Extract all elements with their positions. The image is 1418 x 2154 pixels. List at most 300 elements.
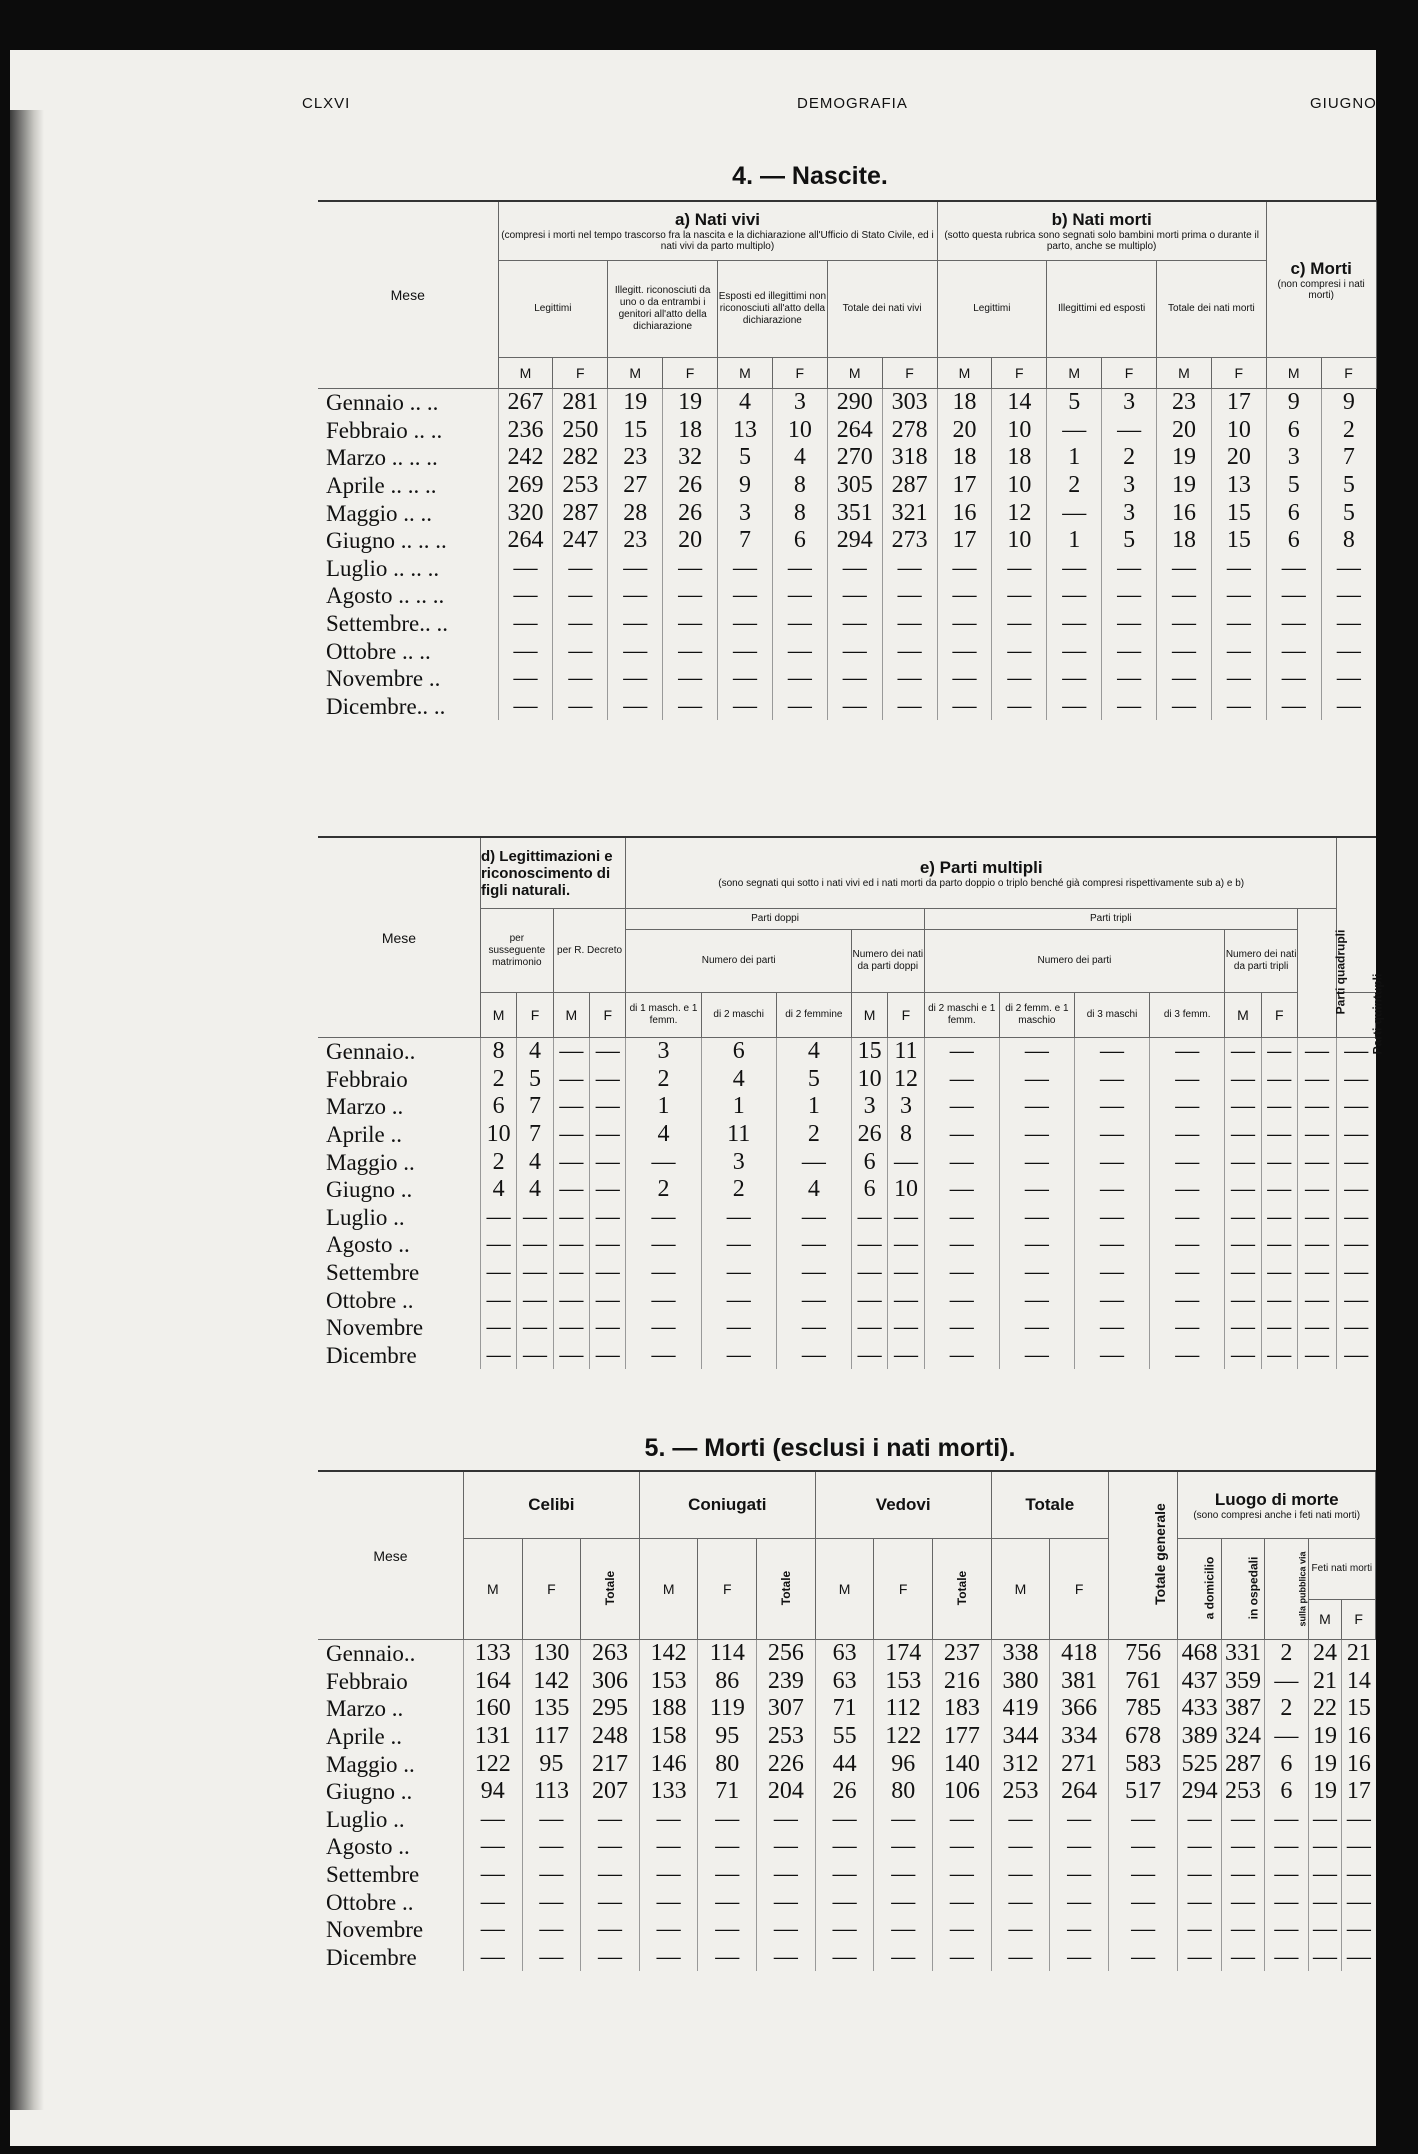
value-cell: — — [1178, 1806, 1221, 1834]
value-cell: 359 — [1221, 1668, 1264, 1696]
col-m: M — [553, 993, 589, 1038]
value-cell: — — [1102, 693, 1157, 721]
col-m: M — [815, 1539, 874, 1640]
value-cell: 188 — [639, 1695, 698, 1723]
value-cell: — — [1150, 1038, 1225, 1066]
value-cell: 19 — [608, 389, 663, 417]
value-cell: 17 — [937, 472, 992, 500]
tripli-col-4: di 3 femm. — [1150, 993, 1225, 1038]
col-domicilio: a domicilio — [1178, 1539, 1221, 1640]
value-cell: 517 — [1108, 1778, 1177, 1806]
value-cell: — — [1261, 1176, 1297, 1204]
value-cell: — — [1225, 1066, 1261, 1094]
value-cell: — — [608, 582, 663, 610]
value-cell: — — [590, 1342, 626, 1370]
value-cell: 267 — [498, 389, 553, 417]
value-cell: — — [882, 555, 937, 583]
value-cell: — — [553, 610, 608, 638]
month-cell: Febbraio — [326, 1066, 408, 1092]
col-m: M — [1225, 993, 1261, 1038]
value-cell: 3 — [1102, 499, 1157, 527]
doppi-col-2: di 2 maschi — [701, 993, 776, 1038]
value-cell: 306 — [581, 1668, 640, 1696]
value-cell: 6 — [480, 1093, 516, 1121]
value-cell: — — [992, 637, 1047, 665]
col-f: F — [1211, 358, 1266, 389]
value-cell: — — [608, 555, 663, 583]
value-cell: 5 — [1321, 499, 1376, 527]
value-cell: 17 — [1211, 389, 1266, 417]
legittimazioni-parti-table — [318, 836, 1385, 1369]
running-header — [302, 95, 1376, 115]
value-cell: 135 — [522, 1695, 581, 1723]
nm-illegittimi: Illegittimi ed esposti — [1047, 261, 1157, 358]
month-cell: Dicembre — [326, 1944, 417, 1970]
value-cell: 4 — [517, 1038, 553, 1066]
value-cell: — — [701, 1259, 776, 1287]
month-cell: Settembre — [326, 1260, 420, 1286]
table-row — [318, 1778, 1376, 1806]
value-cell: — — [933, 1806, 992, 1834]
value-cell: — — [992, 693, 1047, 721]
value-cell: — — [517, 1259, 553, 1287]
col-f: F — [888, 993, 924, 1038]
value-cell: — — [924, 1204, 999, 1232]
value-cell: — — [851, 1286, 887, 1314]
col-m: M — [718, 358, 773, 389]
value-cell: — — [991, 1861, 1050, 1889]
value-cell: — — [937, 693, 992, 721]
totale-generale-header: Totale generale — [1108, 1471, 1177, 1640]
value-cell: — — [1178, 1833, 1221, 1861]
value-cell: — — [757, 1861, 816, 1889]
value-cell: — — [776, 1204, 851, 1232]
col-m: M — [480, 993, 516, 1038]
nv-totale: Totale dei nati vivi — [827, 261, 937, 358]
value-cell: — — [517, 1342, 553, 1370]
value-cell: 5 — [718, 444, 773, 472]
value-cell: — — [626, 1314, 701, 1342]
doppi-numero-nati: Numero dei nati da parti doppi — [851, 930, 924, 993]
value-cell: 26 — [663, 472, 718, 500]
table-row — [318, 527, 1376, 555]
value-cell: 294 — [1178, 1778, 1221, 1806]
value-cell: 9 — [718, 472, 773, 500]
value-cell: — — [815, 1888, 874, 1916]
value-cell: — — [1074, 1286, 1149, 1314]
value-cell: — — [1308, 1861, 1342, 1889]
value-cell: — — [1266, 665, 1321, 693]
table-row — [318, 1640, 1376, 1668]
value-cell: — — [1225, 1204, 1261, 1232]
value-cell: — — [1336, 1038, 1375, 1066]
value-cell: — — [1321, 610, 1376, 638]
month-cell: Novembre — [326, 1315, 424, 1341]
value-cell: — — [1074, 1176, 1149, 1204]
doppi-col-1: di 1 masch. e 1 femm. — [626, 993, 701, 1038]
month-cell: Novembre .. — [326, 666, 441, 692]
value-cell: — — [1047, 499, 1102, 527]
value-cell: 207 — [581, 1778, 640, 1806]
col-f: F — [517, 993, 553, 1038]
value-cell: 273 — [882, 527, 937, 555]
value-cell: — — [937, 637, 992, 665]
value-cell: — — [626, 1286, 701, 1314]
value-cell: 366 — [1050, 1695, 1109, 1723]
value-cell: 3 — [772, 389, 827, 417]
value-cell: — — [1108, 1806, 1177, 1834]
value-cell: — — [1157, 665, 1212, 693]
value-cell: — — [1261, 1342, 1297, 1370]
table-row — [318, 1916, 1376, 1944]
value-cell: 19 — [1157, 444, 1212, 472]
value-cell: — — [553, 1204, 589, 1232]
value-cell: — — [1265, 1888, 1308, 1916]
value-cell: — — [937, 582, 992, 610]
value-cell: 8 — [1321, 527, 1376, 555]
value-cell: 21 — [1308, 1668, 1342, 1696]
value-cell: — — [1261, 1204, 1297, 1232]
value-cell: 318 — [882, 444, 937, 472]
value-cell: — — [698, 1806, 757, 1834]
table-row — [318, 637, 1376, 665]
per-decreto: per R. Decreto — [553, 909, 626, 993]
value-cell: — — [1108, 1833, 1177, 1861]
value-cell: — — [1074, 1093, 1149, 1121]
value-cell: 18 — [992, 444, 1047, 472]
value-cell: 9 — [1266, 389, 1321, 417]
value-cell: — — [937, 665, 992, 693]
value-cell: — — [1336, 1176, 1375, 1204]
value-cell: — — [1150, 1259, 1225, 1287]
value-cell: 130 — [522, 1640, 581, 1668]
value-cell: — — [1336, 1093, 1375, 1121]
table-row — [318, 472, 1376, 500]
value-cell: — — [517, 1286, 553, 1314]
value-cell: — — [498, 610, 553, 638]
value-cell: — — [1211, 582, 1266, 610]
value-cell: 28 — [608, 499, 663, 527]
value-cell: — — [933, 1944, 992, 1972]
tripli-numero-parti: Numero dei parti — [924, 930, 1225, 993]
value-cell: — — [999, 1148, 1074, 1176]
value-cell: 23 — [608, 527, 663, 555]
feti-header: Feti nati morti — [1308, 1539, 1375, 1600]
value-cell: — — [581, 1888, 640, 1916]
value-cell: — — [757, 1833, 816, 1861]
value-cell: — — [581, 1944, 640, 1972]
value-cell: — — [701, 1286, 776, 1314]
value-cell: — — [1261, 1093, 1297, 1121]
value-cell: — — [463, 1806, 522, 1834]
month-cell: Aprile .. .. .. — [326, 473, 437, 499]
value-cell: 6 — [1266, 527, 1321, 555]
value-cell: — — [882, 582, 937, 610]
value-cell: — — [1102, 555, 1157, 583]
value-cell: 269 — [498, 472, 553, 500]
month-cell: Gennaio.. — [326, 1039, 416, 1065]
col-f: F — [1342, 1599, 1376, 1639]
value-cell: — — [772, 610, 827, 638]
value-cell: — — [553, 1038, 589, 1066]
page-number: CLXVI — [302, 95, 351, 112]
value-cell: 63 — [815, 1668, 874, 1696]
value-cell: — — [1297, 1176, 1336, 1204]
value-cell: 253 — [1221, 1778, 1264, 1806]
month-cell: Febbraio — [326, 1668, 408, 1694]
value-cell: 281 — [553, 389, 608, 417]
value-cell: — — [882, 637, 937, 665]
value-cell: 7 — [517, 1093, 553, 1121]
value-cell: 8 — [480, 1038, 516, 1066]
value-cell: 253 — [991, 1778, 1050, 1806]
value-cell: — — [463, 1833, 522, 1861]
month-cell: Giugno .. .. .. — [326, 528, 447, 554]
value-cell: 119 — [698, 1695, 757, 1723]
value-cell: — — [1225, 1314, 1261, 1342]
value-cell: 20 — [1157, 417, 1212, 445]
nm-legittimi: Legittimi — [937, 261, 1047, 358]
value-cell: — — [1336, 1204, 1375, 1232]
value-cell: — — [701, 1204, 776, 1232]
table-row — [318, 1259, 1376, 1287]
mese-header: Mese — [318, 201, 498, 389]
value-cell: — — [1225, 1093, 1261, 1121]
value-cell: 344 — [991, 1723, 1050, 1751]
value-cell: 389 — [1178, 1723, 1221, 1751]
value-cell: 204 — [757, 1778, 816, 1806]
value-cell: 321 — [882, 499, 937, 527]
value-cell: — — [553, 1259, 589, 1287]
value-cell: — — [1321, 637, 1376, 665]
value-cell: — — [553, 1231, 589, 1259]
section-title: DEMOGRAFIA — [797, 95, 908, 112]
value-cell: — — [663, 665, 718, 693]
nati-morti-header: b) Nati morti (sotto questa rubrica sono segnati solo bambini morti prima o durante il parto, anche se multiplo) — [937, 201, 1266, 261]
nascite-body — [318, 389, 1376, 721]
value-cell: 6 — [851, 1176, 887, 1204]
table-row — [318, 665, 1376, 693]
table-row — [318, 1038, 1376, 1066]
value-cell: 15 — [851, 1038, 887, 1066]
value-cell: — — [815, 1861, 874, 1889]
value-cell: — — [882, 693, 937, 721]
doppi-numero-parti: Numero dei parti — [626, 930, 851, 993]
value-cell: 86 — [698, 1668, 757, 1696]
value-cell: — — [1050, 1916, 1109, 1944]
value-cell: — — [590, 1066, 626, 1094]
value-cell: — — [1178, 1944, 1221, 1972]
value-cell: — — [1225, 1342, 1261, 1370]
month-cell: Maggio .. .. — [326, 500, 433, 526]
value-cell: — — [874, 1916, 933, 1944]
parti-body — [318, 1038, 1376, 1370]
value-cell: — — [933, 1888, 992, 1916]
col-f: F — [1102, 358, 1157, 389]
value-cell: — — [1297, 1204, 1336, 1232]
value-cell: 583 — [1108, 1750, 1177, 1778]
value-cell: — — [701, 1342, 776, 1370]
value-cell: — — [553, 693, 608, 721]
value-cell: — — [626, 1231, 701, 1259]
value-cell: — — [1074, 1342, 1149, 1370]
value-cell: — — [1150, 1176, 1225, 1204]
per-matrimonio: per susseguente matrimonio — [480, 909, 553, 993]
value-cell: — — [698, 1916, 757, 1944]
table-row — [318, 1861, 1376, 1889]
value-cell: — — [463, 1888, 522, 1916]
value-cell: — — [1261, 1038, 1297, 1066]
value-cell: 4 — [626, 1121, 701, 1149]
value-cell: — — [1211, 637, 1266, 665]
value-cell: — — [1150, 1231, 1225, 1259]
value-cell: 12 — [888, 1066, 924, 1094]
value-cell: — — [933, 1861, 992, 1889]
table-row — [318, 1668, 1376, 1696]
value-cell: 11 — [888, 1038, 924, 1066]
value-cell: 3 — [1266, 444, 1321, 472]
value-cell: 71 — [815, 1695, 874, 1723]
value-cell: — — [1225, 1148, 1261, 1176]
value-cell: 307 — [757, 1695, 816, 1723]
value-cell: — — [522, 1888, 581, 1916]
value-cell: 23 — [608, 444, 663, 472]
value-cell: 253 — [757, 1723, 816, 1751]
value-cell: — — [463, 1916, 522, 1944]
value-cell: — — [608, 693, 663, 721]
value-cell: — — [992, 582, 1047, 610]
parti-quadrupli-header: Parti quadrupli — [1297, 909, 1336, 1038]
value-cell: 142 — [639, 1640, 698, 1668]
morti-title: 5. — Morti (esclusi i nati morti). — [644, 1434, 1016, 1462]
value-cell: — — [553, 1176, 589, 1204]
col-m: M — [463, 1539, 522, 1640]
value-cell: — — [1342, 1833, 1376, 1861]
value-cell: — — [480, 1314, 516, 1342]
table-row — [318, 1121, 1376, 1149]
value-cell: — — [1265, 1944, 1308, 1972]
value-cell: — — [480, 1231, 516, 1259]
value-cell: — — [1178, 1861, 1221, 1889]
value-cell: — — [626, 1259, 701, 1287]
value-cell: 295 — [581, 1695, 640, 1723]
value-cell: — — [999, 1204, 1074, 1232]
mese-header: Mese — [318, 1471, 463, 1640]
month-cell: Dicembre — [326, 1342, 417, 1368]
col-m: M — [1266, 358, 1321, 389]
value-cell: — — [1266, 637, 1321, 665]
table-row — [318, 1093, 1376, 1121]
col-m: M — [827, 358, 882, 389]
value-cell: 114 — [698, 1640, 757, 1668]
value-cell: — — [718, 555, 773, 583]
value-cell: — — [772, 555, 827, 583]
value-cell: 24 — [1308, 1640, 1342, 1668]
col-m: M — [937, 358, 992, 389]
month-cell: Agosto .. — [326, 1834, 410, 1860]
value-cell: — — [1261, 1148, 1297, 1176]
value-cell: — — [1261, 1231, 1297, 1259]
value-cell: 16 — [1342, 1750, 1376, 1778]
value-cell: — — [924, 1148, 999, 1176]
month-cell: Gennaio.. — [326, 1641, 416, 1667]
value-cell: 437 — [1178, 1668, 1221, 1696]
morti-table — [318, 1470, 1376, 1971]
month-cell: Marzo .. — [326, 1094, 404, 1120]
col-f: F — [698, 1539, 757, 1640]
col-f: F — [553, 358, 608, 389]
nascite-table — [318, 200, 1377, 720]
value-cell: — — [1297, 1148, 1336, 1176]
value-cell: — — [698, 1944, 757, 1972]
value-cell: 1 — [701, 1093, 776, 1121]
value-cell: — — [1178, 1916, 1221, 1944]
value-cell: 4 — [480, 1176, 516, 1204]
value-cell: — — [1297, 1342, 1336, 1370]
value-cell: — — [999, 1176, 1074, 1204]
book-spine-shadow — [10, 110, 44, 2110]
value-cell: 1 — [1047, 444, 1102, 472]
value-cell: — — [815, 1916, 874, 1944]
value-cell: 13 — [718, 417, 773, 445]
month-cell: Luglio .. — [326, 1806, 405, 1832]
value-cell: 303 — [882, 389, 937, 417]
value-cell: 256 — [757, 1640, 816, 1668]
value-cell: — — [553, 1148, 589, 1176]
col-m: M — [1308, 1599, 1342, 1639]
value-cell: — — [776, 1314, 851, 1342]
value-cell: — — [1265, 1723, 1308, 1751]
value-cell: — — [517, 1231, 553, 1259]
value-cell: 4 — [772, 444, 827, 472]
value-cell: 112 — [874, 1695, 933, 1723]
vedovi-header: Vedovi — [815, 1471, 991, 1539]
value-cell: — — [1336, 1066, 1375, 1094]
parti-tripli-header: Parti tripli — [924, 909, 1297, 930]
value-cell: 3 — [626, 1038, 701, 1066]
value-cell: 2 — [1265, 1695, 1308, 1723]
value-cell: 250 — [553, 417, 608, 445]
value-cell: — — [1336, 1148, 1375, 1176]
value-cell: — — [937, 555, 992, 583]
value-cell: 2 — [776, 1121, 851, 1149]
value-cell: — — [480, 1286, 516, 1314]
value-cell: 236 — [498, 417, 553, 445]
value-cell: — — [1265, 1806, 1308, 1834]
value-cell: — — [522, 1833, 581, 1861]
value-cell: 418 — [1050, 1640, 1109, 1668]
value-cell: 351 — [827, 499, 882, 527]
value-cell: — — [553, 1066, 589, 1094]
value-cell: — — [698, 1888, 757, 1916]
table-row — [318, 1695, 1376, 1723]
value-cell: — — [937, 610, 992, 638]
value-cell: — — [1261, 1314, 1297, 1342]
value-cell: — — [776, 1148, 851, 1176]
value-cell: — — [590, 1176, 626, 1204]
value-cell: — — [827, 637, 882, 665]
value-cell: — — [1225, 1038, 1261, 1066]
month-cell: Aprile .. — [326, 1724, 403, 1750]
value-cell: 18 — [663, 417, 718, 445]
value-cell: 282 — [553, 444, 608, 472]
value-cell: — — [553, 1093, 589, 1121]
value-cell: 3 — [888, 1093, 924, 1121]
value-cell: 158 — [639, 1723, 698, 1751]
value-cell: — — [772, 582, 827, 610]
value-cell: — — [1047, 610, 1102, 638]
value-cell: — — [1261, 1066, 1297, 1094]
